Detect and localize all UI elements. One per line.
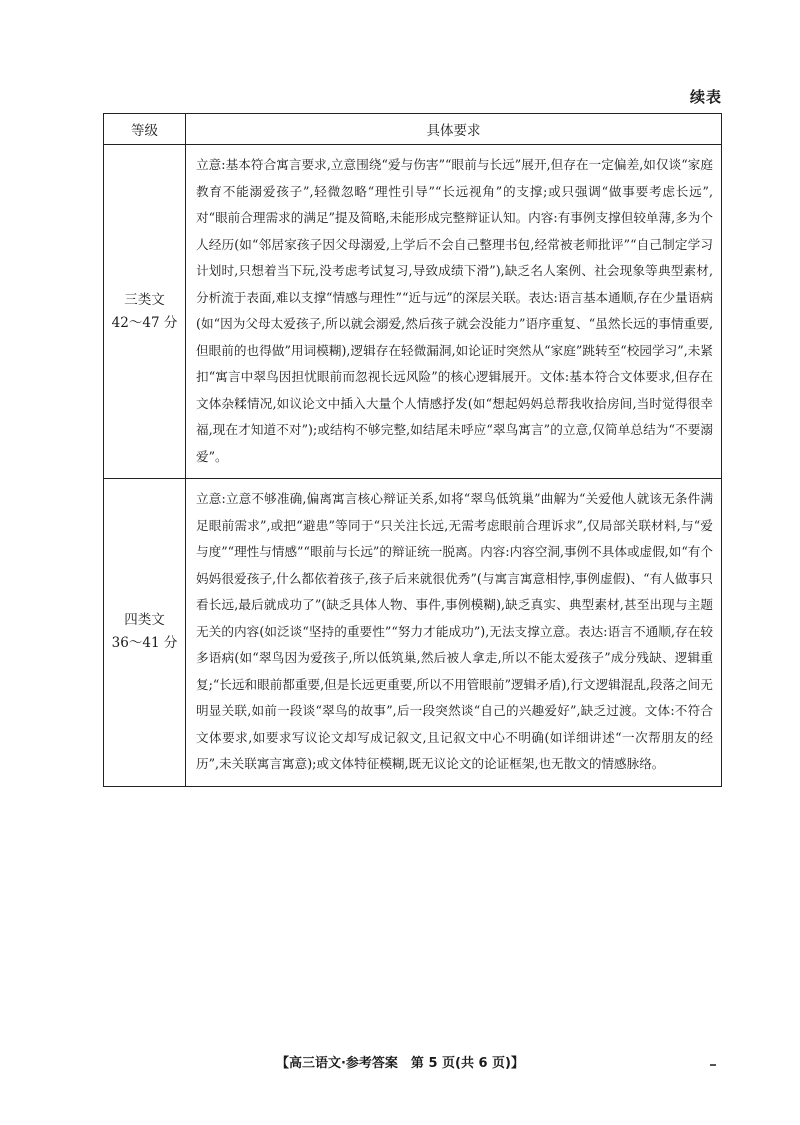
page-footer: 【高三语文·参考答案 第 5 页(共 6 页)】 <box>275 1056 525 1071</box>
table-header-row <box>104 114 722 145</box>
header-level: 等级 <box>104 114 186 145</box>
level-cell <box>104 479 186 787</box>
header-requirement: 具体要求 <box>186 114 722 145</box>
requirement-text: 立意:基本符合寓言要求,立意围绕“爱与伤害”“眼前与长远”展开,但存在一定偏差,如仅谈“家庭教育不能溺爱孩子”,轻微忽略“理性引导”“长远视角”的支撑;或只强调“做事要考虑长远”,对“眼前合理需求的满足”提及简略,未能形成完整辩证认知。内容:有事例支撑但较单薄,多为个人经历(如“邻居家孩子因父母溺爱,上学后不会自己整理书包,经常被老师批评”“自己制定学习计划时,只想着当下玩,没考虑考试复习,导致成绩下滑”),缺乏名人案例、社会现象等典型素材,分析流于表面,难以支撑“情感与理性”“近与远”的深层关联。表达:语言基本通顺,存在少量语病(如“因为父母太爱孩子,所以就会溺爱,然后孩子就会没能力”语序重复、“虽然长远的事情重要,但眼前的也得做”用词模糊),逻辑存在轻微漏洞,如论证时突然从“家庭”跳转至“校园学习”,未紧扣“寓言中翠鸟因担忧眼前而忽视长远风险”的核心逻辑展开。文体:基本符合文体要求,但存在文体杂糅情况,如议论文中插入大量个人情感抒发(如“想起妈妈总帮我收拾房间,当时觉得很幸福,现在才知道不对”);或结构不够完整,如结尾未呼应“翠鸟寓言”的立意,仅简单总结为“不要溺爱”。 <box>186 145 722 479</box>
level-name: 三类文 <box>124 291 165 308</box>
table-row <box>104 145 722 479</box>
level-name: 四类文 <box>124 612 165 629</box>
corner-mark <box>710 1064 716 1066</box>
requirement-text: 立意:立意不够准确,偏离寓言核心辩证关系,如将“翠鸟低筑巢”曲解为“关爱他人就该无条件满足眼前需求”,或把“避患”等同于“只关注长远,无需考虑眼前合理诉求”,仅局部关联材料,与“爱与度”“理性与情感”“眼前与长远”的辩证统一脱离。内容:内容空洞,事例不具体或虚假,如“有个妈妈很爱孩子,什么都依着孩子,孩子后来就很优秀”(与寓言寓意相悖,事例虚假)、“有人做事只看长远,最后就成功了”(缺乏具体人物、事件,事例模糊),缺乏真实、典型素材,甚至出现与主题无关的内容(如泛谈“坚持的重要性”“努力才能成功”),无法支撑立意。表达:语言不通顺,存在较多语病(如“翠鸟因为爱孩子,所以低筑巢,然后被人拿走,所以不能太爱孩子”成分残缺、逻辑重复;“长远和眼前都重要,但是长远更重要,所以不用管眼前”逻辑矛盾),行文逻辑混乱,段落之间无明显关联,如前一段谈“翠鸟的故事”,后一段突然谈“自己的兴趣爱好”,缺乏过渡。文体:不符合文体要求,如要求写议论文却写成记叙文,且记叙文中心不明确(如详细讲述“一次帮朋友的经历”,未关联寓言寓意);或文体特征模糊,既无议论文的论证框架,也无散文的情感脉络。 <box>186 479 722 787</box>
level-score-range: 36～41 分 <box>111 635 178 652</box>
continued-table-label: 续表 <box>689 88 722 106</box>
level-cell <box>104 145 186 479</box>
grading-criteria-table <box>103 113 722 787</box>
level-score-range: 42～47 分 <box>111 314 178 331</box>
table-row <box>104 479 722 787</box>
